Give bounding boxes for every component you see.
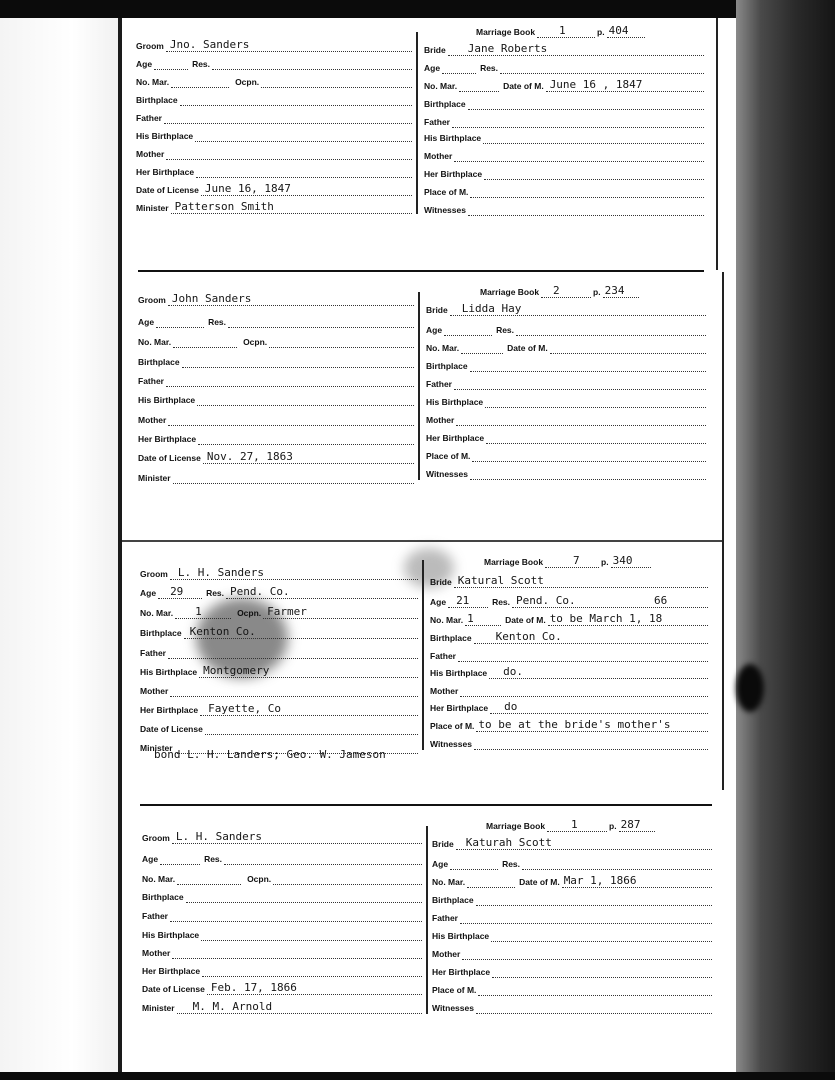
- card-right-edge: [722, 272, 724, 540]
- card-divider: [122, 540, 724, 542]
- column-divider: [426, 826, 428, 1014]
- date-of-license-label: Date of License: [138, 453, 201, 463]
- bride-nomar-row: [424, 78, 704, 92]
- date-of-m-label: Date of M.: [519, 877, 560, 887]
- minister-label: Minister: [140, 743, 173, 753]
- father-label: Father: [430, 651, 456, 661]
- groom-mother-row: [142, 945, 422, 959]
- groom-minister-row: [138, 470, 414, 484]
- groom-no-mar: 1: [195, 605, 202, 618]
- mother-label: Mother: [136, 149, 165, 159]
- bride-mother-row: [430, 683, 708, 697]
- bride-his-birthplace-row: [432, 928, 712, 942]
- witnesses-label: Witnesses: [432, 1003, 474, 1013]
- bride-her-birthplace: do: [504, 700, 518, 713]
- her-birthplace-label: Her Birthplace: [138, 434, 197, 444]
- no-mar-label: No. Mar.: [426, 343, 460, 353]
- no-mar-label: No. Mar.: [138, 337, 172, 347]
- groom-license-row: [142, 981, 422, 995]
- groom-name: John Sanders: [171, 292, 252, 305]
- groom-mother-row: [136, 146, 412, 160]
- marriage-book-number: 1: [559, 24, 566, 37]
- bride-age-row: [424, 60, 704, 74]
- groom-father-row: [142, 908, 422, 922]
- bride-name-row: [430, 574, 708, 588]
- witnesses-label: Witnesses: [430, 739, 472, 749]
- bride-father-row: [432, 910, 712, 924]
- bride-age-row: [430, 594, 708, 608]
- age-label: Age: [138, 317, 155, 327]
- bride-place-row: [426, 448, 706, 462]
- bride-name: Katural Scott: [457, 574, 544, 587]
- groom-ocpn: Farmer: [267, 605, 307, 618]
- groom-nomar-row: [136, 74, 412, 88]
- card-divider: [140, 804, 712, 806]
- groom-res: Pend. Co.: [230, 585, 290, 598]
- bride-date-of-m: June 16 , 1847: [549, 78, 643, 91]
- page-label: p.: [597, 27, 605, 37]
- no-mar-label: No. Mar.: [142, 874, 176, 884]
- bride-nomar-row: [432, 874, 712, 888]
- no-mar-label: No. Mar.: [430, 615, 464, 625]
- bride-name-row: [432, 836, 712, 850]
- minister-label: Minister: [136, 203, 169, 213]
- her-birthplace-label: Her Birthplace: [430, 703, 489, 713]
- bride-label: Bride: [426, 305, 448, 315]
- groom-her-birthplace-row: [138, 431, 414, 445]
- no-mar-label: No. Mar.: [424, 81, 458, 91]
- groom-his-birthplace-row: [138, 392, 414, 406]
- his-birthplace-label: His Birthplace: [424, 133, 482, 143]
- bride-mother-row: [426, 412, 706, 426]
- card-left-edge: [118, 18, 122, 1080]
- res-label: Res.: [204, 854, 223, 864]
- father-label: Father: [426, 379, 452, 389]
- bride-his-birthplace-row: [426, 394, 706, 408]
- groom-age-row: [138, 314, 414, 328]
- no-mar-label: No. Mar.: [432, 877, 466, 887]
- minister-label: Minister: [142, 1003, 175, 1013]
- marriage-page-number: 340: [612, 554, 633, 567]
- age-label: Age: [432, 859, 449, 869]
- bride-mother-row: [432, 946, 712, 960]
- birthplace-label: Birthplace: [424, 99, 466, 109]
- no-mar-label: No. Mar.: [136, 77, 170, 87]
- groom-license-row: [140, 721, 418, 735]
- marriage-book-label: Marriage Book: [476, 27, 536, 37]
- marriage-book-number: 1: [571, 818, 578, 831]
- age-label: Age: [140, 588, 157, 598]
- age-label: Age: [136, 59, 153, 69]
- groom-name: L. H. Sanders: [175, 830, 262, 843]
- groom-date-of-license: Nov. 27, 1863: [206, 450, 293, 463]
- marriage-book-row: [480, 284, 641, 298]
- bride-her-birthplace-row: [432, 964, 712, 978]
- groom-his-birthplace-row: [136, 128, 412, 142]
- date-of-license-label: Date of License: [136, 185, 199, 195]
- groom-his-birthplace: Montgomery: [203, 664, 270, 677]
- father-label: Father: [138, 376, 164, 386]
- witnesses-label: Witnesses: [426, 469, 468, 479]
- her-birthplace-label: Her Birthplace: [140, 705, 199, 715]
- marriage-page-number: 404: [608, 24, 629, 37]
- bride-witnesses-row: [432, 1000, 712, 1014]
- card-right-edge: [722, 540, 724, 790]
- scan-top-border: [0, 0, 835, 18]
- groom-birthplace: Kenton Co.: [189, 625, 256, 638]
- bride-res-extra: 66: [654, 594, 668, 607]
- res-label: Res.: [492, 597, 511, 607]
- scan-blot: [736, 664, 764, 712]
- marriage-book-row: [484, 554, 653, 568]
- groom-name: L. H. Sanders: [177, 566, 264, 579]
- groom-label: Groom: [142, 833, 170, 843]
- bride-nomar-row: [426, 340, 706, 354]
- bride-name-row: [424, 42, 704, 56]
- groom-her-birthplace-row: [140, 702, 418, 716]
- groom-date-of-license: Feb. 17, 1866: [210, 981, 297, 994]
- bride-his-birthplace: do.: [503, 665, 524, 678]
- bride-her-birthplace-row: [430, 700, 708, 714]
- birthplace-label: Birthplace: [432, 895, 474, 905]
- birthplace-label: Birthplace: [136, 95, 178, 105]
- mother-label: Mother: [432, 949, 461, 959]
- groom-name-row: [142, 830, 422, 844]
- bride-father-row: [424, 114, 704, 128]
- marriage-book-number: 2: [553, 284, 560, 297]
- marriage-page-number: 287: [620, 818, 641, 831]
- groom-minister: M. M. Arnold: [192, 1000, 273, 1013]
- father-label: Father: [140, 648, 166, 658]
- groom-father-row: [136, 110, 412, 124]
- res-label: Res.: [502, 859, 521, 869]
- father-label: Father: [424, 117, 450, 127]
- ocpn-label: Ocpn.: [243, 337, 268, 347]
- groom-label: Groom: [136, 41, 164, 51]
- witnesses-label: Witnesses: [424, 205, 466, 215]
- no-mar-label: No. Mar.: [140, 608, 174, 618]
- marriage-book-row: [476, 24, 647, 38]
- bride-her-birthplace-row: [424, 166, 704, 180]
- marriage-book-label: Marriage Book: [480, 287, 540, 297]
- bride-place-row: [424, 184, 704, 198]
- her-birthplace-label: Her Birthplace: [136, 167, 195, 177]
- column-divider: [422, 560, 424, 750]
- page-label: p.: [609, 821, 617, 831]
- birthplace-label: Birthplace: [140, 628, 182, 638]
- bride-his-birthplace-row: [430, 665, 708, 679]
- mother-label: Mother: [424, 151, 453, 161]
- groom-label: Groom: [138, 295, 166, 305]
- marriage-page-number: 234: [604, 284, 625, 297]
- column-divider: [418, 292, 420, 480]
- res-label: Res.: [206, 588, 225, 598]
- his-birthplace-label: His Birthplace: [142, 930, 200, 940]
- groom-name: Jno. Sanders: [169, 38, 250, 51]
- res-label: Res.: [496, 325, 515, 335]
- bond-note: bond L. H. Landers; Geo. W. Jameson: [154, 748, 386, 761]
- marriage-book-row: [486, 818, 657, 832]
- ocpn-label: Ocpn.: [237, 608, 262, 618]
- groom-license-row: [136, 182, 412, 196]
- place-of-m-label: Place of M.: [432, 985, 477, 995]
- age-label: Age: [430, 597, 447, 607]
- father-label: Father: [136, 113, 162, 123]
- bride-her-birthplace-row: [426, 430, 706, 444]
- groom-her-birthplace-row: [136, 164, 412, 178]
- bride-mother-row: [424, 148, 704, 162]
- bride-date-of-m: Mar 1, 1866: [563, 874, 637, 887]
- father-label: Father: [142, 911, 168, 921]
- groom-his-birthplace-row: [140, 664, 418, 678]
- groom-date-of-license: June 16, 1847: [204, 182, 291, 195]
- mother-label: Mother: [140, 686, 169, 696]
- age-label: Age: [142, 854, 159, 864]
- groom-her-birthplace: Fayette, Co: [208, 702, 281, 715]
- bride-birthplace-row: [424, 96, 704, 110]
- date-of-m-label: Date of M.: [503, 81, 544, 91]
- bride-birthplace: Kenton Co.: [495, 630, 562, 643]
- bride-birthplace-row: [430, 630, 708, 644]
- mother-label: Mother: [430, 686, 459, 696]
- bride-birthplace-row: [426, 358, 706, 372]
- page-label: p.: [601, 557, 609, 567]
- her-birthplace-label: Her Birthplace: [142, 966, 201, 976]
- mother-label: Mother: [138, 415, 167, 425]
- date-of-license-label: Date of License: [142, 984, 205, 994]
- bride-his-birthplace-row: [424, 130, 704, 144]
- bride-age-row: [426, 322, 706, 336]
- res-label: Res.: [480, 63, 499, 73]
- groom-her-birthplace-row: [142, 963, 422, 977]
- groom-birthplace-row: [136, 92, 412, 106]
- marriage-book-label: Marriage Book: [484, 557, 544, 567]
- groom-minister-row: [136, 200, 412, 214]
- his-birthplace-label: His Birthplace: [432, 931, 490, 941]
- bride-place-row: [430, 718, 708, 732]
- ocpn-label: Ocpn.: [235, 77, 260, 87]
- groom-age-row: [142, 851, 422, 865]
- groom-birthplace-row: [142, 889, 422, 903]
- place-of-m-label: Place of M.: [424, 187, 469, 197]
- groom-nomar-row: [138, 334, 414, 348]
- bride-label: Bride: [430, 577, 452, 587]
- groom-name-row: [140, 566, 418, 580]
- ocpn-label: Ocpn.: [247, 874, 272, 884]
- bride-name: Jane Roberts: [467, 42, 548, 55]
- scan-left-margin: [0, 18, 120, 1080]
- birthplace-label: Birthplace: [138, 357, 180, 367]
- his-birthplace-label: His Birthplace: [138, 395, 196, 405]
- bride-age: 21: [456, 594, 470, 607]
- scan-right-border: [736, 0, 835, 1080]
- res-label: Res.: [208, 317, 227, 327]
- groom-mother-row: [138, 412, 414, 426]
- groom-age-row: [136, 56, 412, 70]
- groom-father-row: [138, 373, 414, 387]
- date-of-m-label: Date of M.: [505, 615, 546, 625]
- bride-witnesses-row: [426, 466, 706, 480]
- age-label: Age: [424, 63, 441, 73]
- bride-label: Bride: [424, 45, 446, 55]
- his-birthplace-label: His Birthplace: [430, 668, 488, 678]
- birthplace-label: Birthplace: [142, 892, 184, 902]
- groom-age: 29: [170, 585, 184, 598]
- groom-birthplace-row: [140, 625, 418, 639]
- bride-witnesses-row: [430, 736, 708, 750]
- bride-res: Pend. Co.: [516, 594, 576, 607]
- date-of-m-label: Date of M.: [507, 343, 548, 353]
- groom-nomar-row: [140, 605, 418, 619]
- mother-label: Mother: [142, 948, 171, 958]
- mother-label: Mother: [426, 415, 455, 425]
- groom-mother-row: [140, 683, 418, 697]
- groom-nomar-row: [142, 871, 422, 885]
- place-of-m-label: Place of M.: [430, 721, 475, 731]
- card-right-edge: [716, 18, 718, 270]
- age-label: Age: [426, 325, 443, 335]
- bride-no-mar: 1: [467, 612, 474, 625]
- bride-date-of-m: to be March 1, 18: [549, 612, 663, 625]
- his-birthplace-label: His Birthplace: [136, 131, 194, 141]
- her-birthplace-label: Her Birthplace: [426, 433, 485, 443]
- column-divider: [416, 32, 418, 214]
- groom-birthplace-row: [138, 354, 414, 368]
- res-label: Res.: [192, 59, 211, 69]
- card-divider: [138, 270, 704, 272]
- bride-name-row: [426, 302, 706, 316]
- bride-birthplace-row: [432, 892, 712, 906]
- groom-label: Groom: [140, 569, 168, 579]
- bride-place-row: [432, 982, 712, 996]
- birthplace-label: Birthplace: [430, 633, 472, 643]
- scan-bottom-border: [0, 1072, 835, 1080]
- groom-his-birthplace-row: [142, 927, 422, 941]
- bride-age-row: [432, 856, 712, 870]
- bride-name: Katurah Scott: [465, 836, 552, 849]
- groom-license-row: [138, 450, 414, 464]
- groom-name-row: [136, 38, 412, 52]
- bride-label: Bride: [432, 839, 454, 849]
- bride-place-of-m: to be at the bride's mother's: [478, 718, 671, 731]
- his-birthplace-label: His Birthplace: [426, 397, 484, 407]
- bride-father-row: [430, 648, 708, 662]
- her-birthplace-label: Her Birthplace: [424, 169, 483, 179]
- groom-age-row: [140, 585, 418, 599]
- groom-minister: Patterson Smith: [174, 200, 274, 213]
- page-label: p.: [593, 287, 601, 297]
- marriage-book-number: 7: [573, 554, 580, 567]
- father-label: Father: [432, 913, 458, 923]
- bride-name: Lidda Hay: [461, 302, 522, 315]
- birthplace-label: Birthplace: [426, 361, 468, 371]
- groom-minister-row: [142, 1000, 422, 1014]
- bride-witnesses-row: [424, 202, 704, 216]
- bride-father-row: [426, 376, 706, 390]
- date-of-license-label: Date of License: [140, 724, 203, 734]
- groom-father-row: [140, 645, 418, 659]
- marriage-book-label: Marriage Book: [486, 821, 546, 831]
- bride-nomar-row: [430, 612, 708, 626]
- her-birthplace-label: Her Birthplace: [432, 967, 491, 977]
- his-birthplace-label: His Birthplace: [140, 667, 198, 677]
- place-of-m-label: Place of M.: [426, 451, 471, 461]
- minister-label: Minister: [138, 473, 171, 483]
- groom-name-row: [138, 292, 414, 306]
